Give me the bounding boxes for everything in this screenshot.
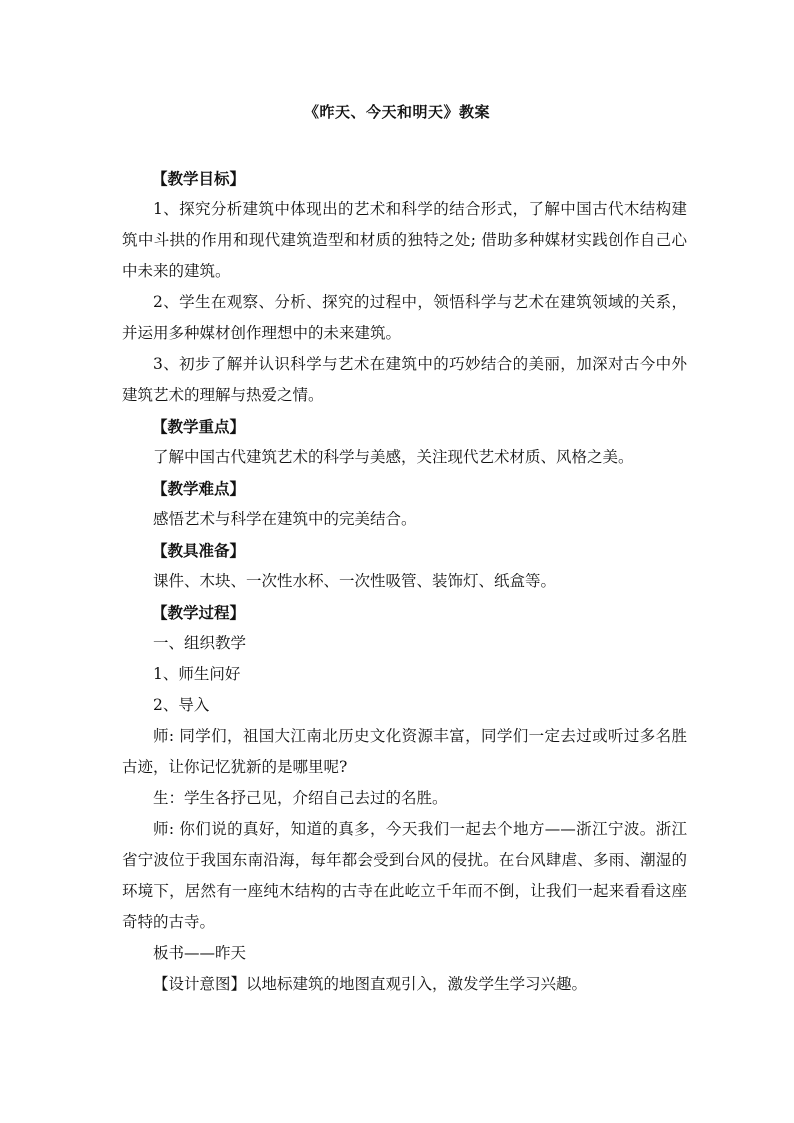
section-heading: 【教学难点】 (152, 479, 246, 498)
body-paragraph: 感悟艺术与科学在建筑中的完美结合。 (153, 510, 417, 528)
section-heading: 【教学重点】 (152, 417, 246, 436)
body-paragraph: 师: 同学们，祖国大江南北历史文化资源丰富，同学们一定去过或听过多名胜古迹，让你记忆犹新的是哪里呢? (122, 727, 687, 776)
section-heading: 【教学过程】 (152, 603, 246, 622)
body-paragraph: 3、初步了解并认识科学与艺术在建筑中的巧妙结合的美丽，加深对古今中外建筑艺术的理解与热爱之情。 (122, 355, 687, 404)
body-paragraph: 【设计意图】以地标建筑的地图直观引入，激发学生学习兴趣。 (153, 975, 588, 993)
body-paragraph: 1、师生问好 (153, 665, 241, 683)
body-paragraph: 板书——昨天 (153, 944, 247, 962)
body-paragraph: 了解中国古代建筑艺术的科学与美感，关注现代艺术材质、风格之美。 (153, 448, 634, 466)
body-paragraph: 师: 你们说的真好，知道的真多，今天我们一起去个地方——浙江宁波。浙江省宁波位于我国东南沿海，每年都会受到台风的侵扰。在台风肆虐、多雨、潮湿的环境下，居然有一座纯木结构的古寺在此屹立千年而不倒，让我们一起来看看这座奇特的古寺。 (122, 820, 687, 931)
section-heading: 【教学目标】 (152, 169, 246, 188)
document-title: 《昨天、今天和明天》教案 (303, 103, 490, 121)
document-body (122, 163, 687, 1000)
body-paragraph: 2、导入 (153, 696, 210, 714)
body-paragraph: 生：学生各抒己见，介绍自己去过的名胜。 (153, 789, 448, 807)
body-paragraph: 课件、木块、一次性水杯、一次性吸管、装饰灯、纸盒等。 (153, 572, 557, 590)
section-heading: 【教具准备】 (152, 541, 246, 560)
body-paragraph: 1、探究分析建筑中体现出的艺术和科学的结合形式，了解中国古代木结构建筑中斗拱的作用和现代建筑造型和材质的独特之处; 借助多种媒材实践创作自己心中未来的建筑。 (122, 200, 687, 280)
body-paragraph: 2、学生在观察、分析、探究的过程中，领悟科学与艺术在建筑领域的关系，并运用多种媒材创作理想中的未来建筑。 (122, 293, 687, 342)
body-paragraph: 一、组织教学 (153, 634, 247, 652)
